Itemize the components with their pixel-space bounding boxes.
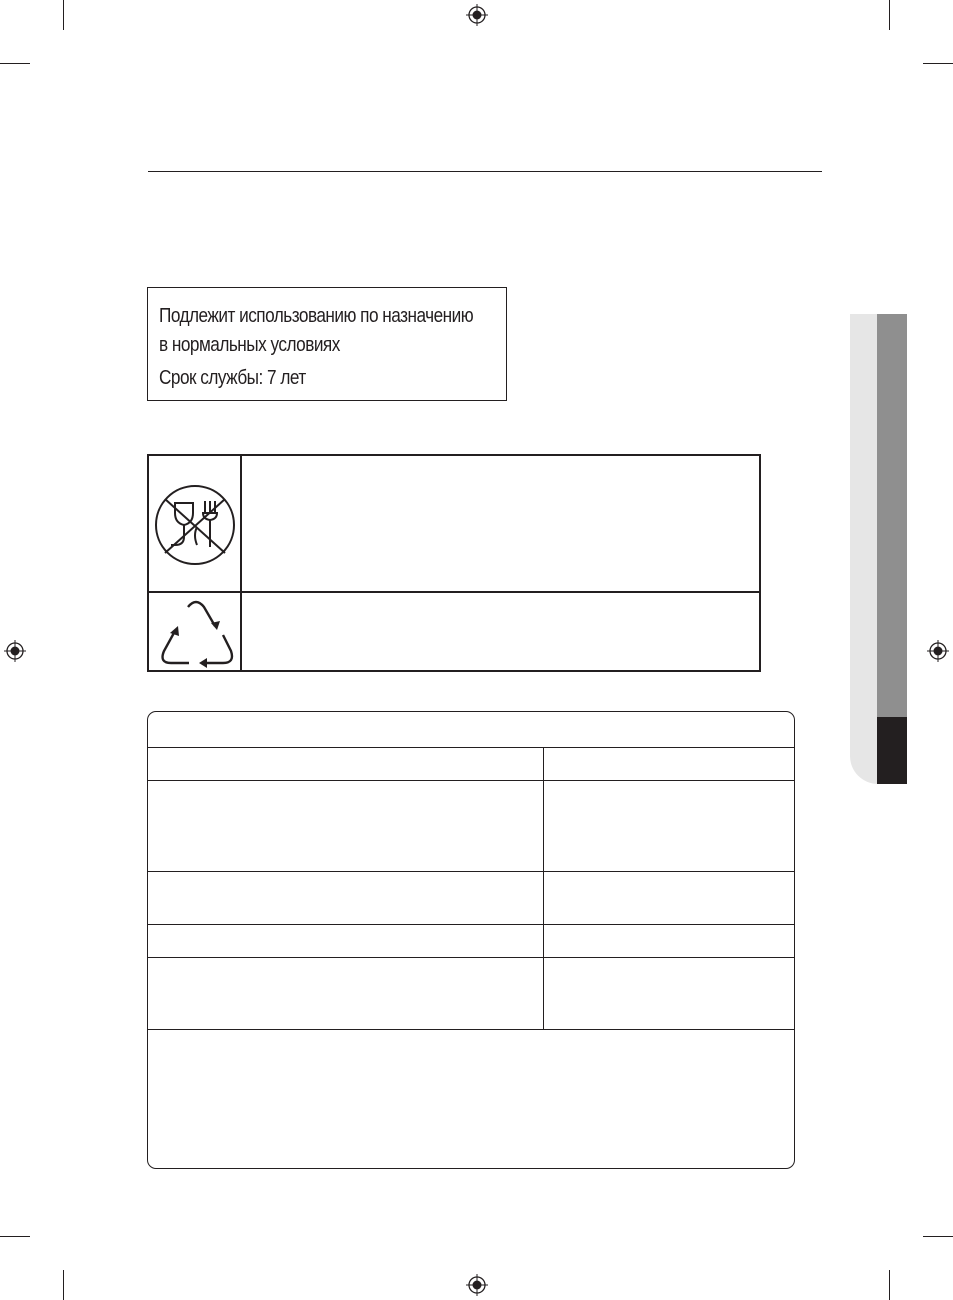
crop-mark bbox=[63, 1270, 64, 1300]
service-life-text: Срок службы: 7 лет bbox=[159, 367, 306, 389]
service-conditions-text: в нормальных условиях bbox=[159, 334, 340, 356]
table-row-divider bbox=[148, 924, 794, 925]
service-life-box bbox=[147, 287, 507, 401]
registration-mark-icon bbox=[466, 4, 488, 26]
registration-mark-icon bbox=[927, 640, 949, 662]
registration-mark-icon bbox=[466, 1274, 488, 1296]
crop-mark bbox=[0, 1236, 30, 1237]
header-rule bbox=[148, 171, 822, 172]
crop-mark bbox=[923, 1236, 953, 1237]
crop-mark bbox=[889, 0, 890, 30]
registration-mark-icon bbox=[4, 640, 26, 662]
table-row-divider bbox=[148, 1029, 794, 1030]
recycling-triangle-icon bbox=[157, 599, 235, 669]
table-divider bbox=[149, 591, 759, 593]
symbols-table bbox=[147, 454, 761, 672]
table-row-divider bbox=[148, 957, 794, 958]
specifications-table bbox=[147, 711, 795, 1169]
table-row-divider bbox=[148, 780, 794, 781]
crop-mark bbox=[889, 1270, 890, 1300]
not-for-food-contact-icon bbox=[153, 483, 237, 567]
table-divider bbox=[240, 456, 242, 670]
crop-mark bbox=[0, 63, 30, 64]
table-row-divider bbox=[148, 747, 794, 748]
side-tab-mid bbox=[877, 314, 907, 717]
table-row-divider bbox=[148, 871, 794, 872]
table-column-divider bbox=[543, 747, 544, 1029]
crop-mark bbox=[923, 63, 953, 64]
crop-mark bbox=[63, 0, 64, 30]
side-tab-indicator bbox=[877, 717, 907, 784]
service-usage-text: Подлежит использованию по назначению bbox=[159, 305, 474, 327]
